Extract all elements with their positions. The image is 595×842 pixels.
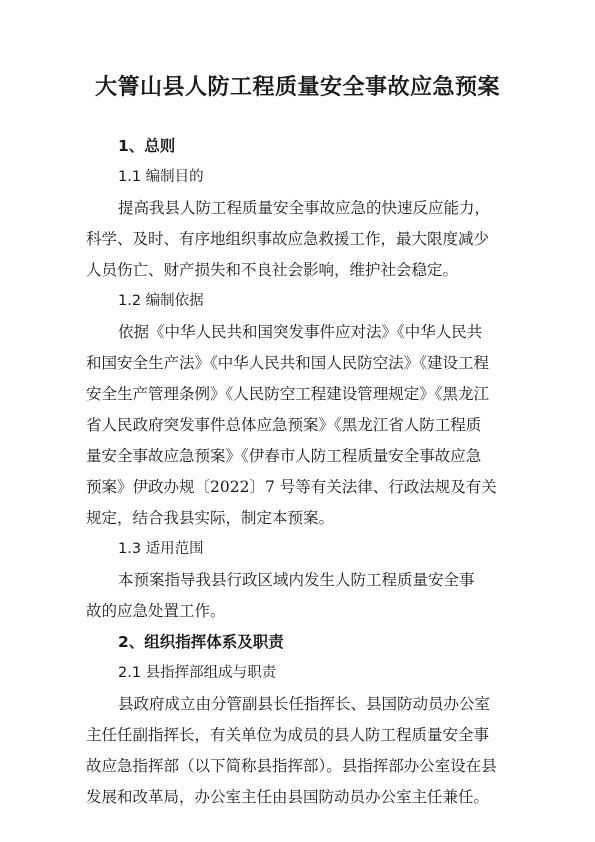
paragraph-line: 故的应急处置工作。 (86, 602, 226, 620)
paragraph-line: 发展和改革局，办公室主任由县国防动员办公室主任兼任。 (86, 788, 490, 806)
paragraph-line: 主任任副指挥长，有关单位为成员的县人防工程质量安全事 (86, 726, 490, 744)
paragraph-line: 和国安全生产法》《中华人民共和国人民防空法》《建设工程 (86, 354, 490, 372)
paragraph-line: 故应急指挥部（以下简称县指挥部）。县指挥部办公室设在县 (86, 757, 497, 775)
subsection-heading: 2.1 县指挥部组成与职责 (118, 665, 277, 681)
paragraph-line: 提高我县人防工程质量安全事故应急的快速反应能力， (118, 199, 491, 217)
paragraph-line: 依据《中华人民共和国突发事件应对法》《中华人民共 (118, 323, 483, 341)
paragraph-line: 预案》伊政办规〔2022〕7 号等有关法律、行政法规及有关 (86, 478, 497, 496)
paragraph-line: 人员伤亡、财产损失和不良社会影响，维护社会稳定。 (86, 261, 459, 279)
paragraph-line: 省人民政府突发事件总体应急预案》《黑龙江省人防工程质 (86, 416, 482, 434)
section-heading: 1、总则 (118, 137, 176, 155)
paragraph-line: 量安全事故应急预案》《伊春市人防工程质量安全事故应急 (86, 447, 482, 465)
section-heading: 2、组织指挥体系及职责 (118, 633, 284, 651)
subsection-heading: 1.1 编制目的 (118, 169, 204, 185)
subsection-heading: 1.3 适用范围 (118, 541, 204, 557)
paragraph-line: 县政府成立由分管副县长任指挥长、县国防动员办公室 (118, 695, 491, 713)
document-body (86, 131, 506, 813)
paragraph-line: 规定，结合我县实际，制定本预案。 (86, 509, 335, 527)
document-title: 大箐山县人防工程质量安全事故应急预案 (94, 74, 500, 100)
paragraph-line: 安全生产管理条例》《人民防空工程建设管理规定》《黑龙江 (86, 385, 490, 403)
paragraph-line: 科学、及时、有序地组织事故应急救援工作，最大限度减少 (86, 230, 490, 248)
subsection-heading: 1.2 编制依据 (118, 293, 204, 309)
paragraph-line: 本预案指导我县行政区域内发生人防工程质量安全事 (118, 571, 475, 589)
